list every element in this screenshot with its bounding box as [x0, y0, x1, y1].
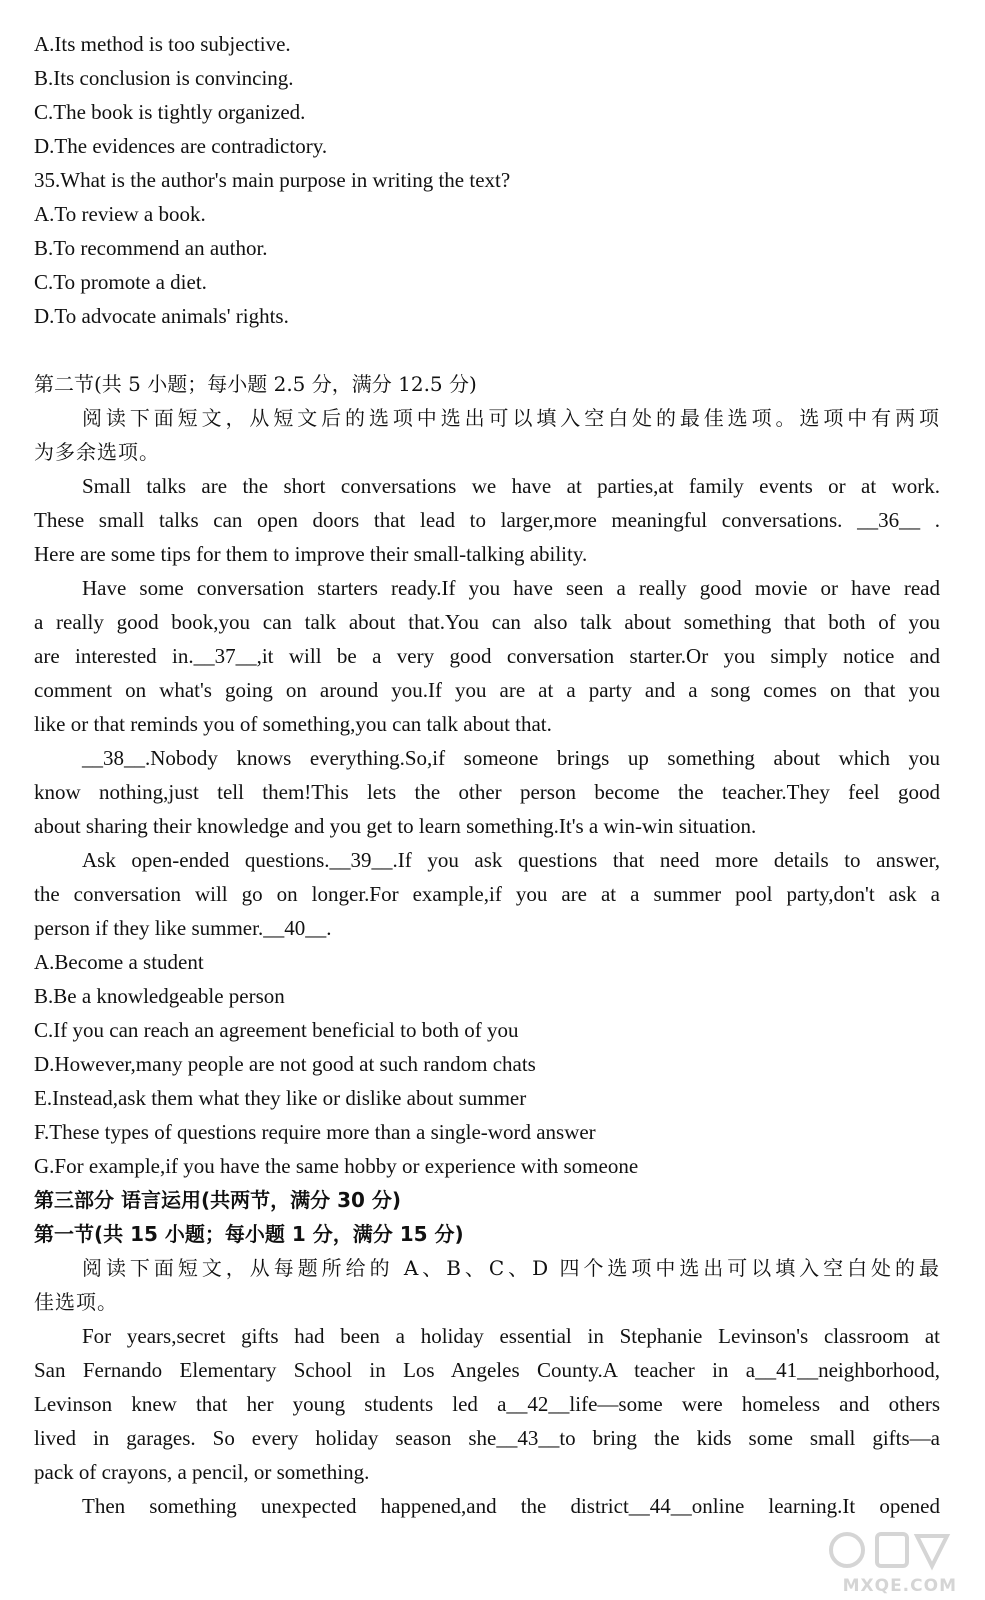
passage-paragraph-1	[34, 469, 940, 571]
section-2-heading: 第二节(共 5 小题；每小题 2.5 分，满分 12.5 分)	[34, 372, 477, 396]
passage-line: are interested in.__37__,it will be a very good conversation starter.Or you simply notice and	[34, 644, 940, 668]
q35-option-b: B.To recommend an author.	[34, 236, 268, 260]
passage-paragraph-2	[34, 571, 940, 741]
q34-option-c: C.The book is tightly organized.	[34, 100, 306, 124]
passage-line: know nothing,just tell them!This lets the other person become the teacher.They feel good	[34, 780, 940, 804]
part-3-instruction-line-1: 阅读下面短文，从每题所给的 A、B、C、D 四个选项中选出可以填入空白处的最	[82, 1256, 940, 1280]
passage-line: lived in garages. So every holiday season she__43__to bring the kids some small gifts—a	[34, 1426, 940, 1450]
q35-option-c: C.To promote a diet.	[34, 270, 207, 294]
part-3	[34, 1183, 940, 1523]
section-2-option-a: A.Become a student	[34, 950, 204, 974]
section-2-instruction-line-1: 阅读下面短文，从短文后的选项中选出可以填入空白处的最佳选项。选项中有两项	[82, 406, 940, 430]
q35-option-a: A.To review a book.	[34, 202, 206, 226]
q35-option-d: D.To advocate animals' rights.	[34, 304, 289, 328]
cloze-paragraph-2	[34, 1489, 940, 1523]
section-2	[34, 367, 940, 1183]
passage-line: person if they like summer.__40__.	[34, 916, 332, 940]
passage-line: Ask open-ended questions.__39__.If you ask questions that need more details to answer,	[82, 848, 940, 872]
passage-line: Have some conversation starters ready.If you have seen a really good movie or have read	[82, 576, 940, 600]
part-3-instruction-line-2: 佳选项。	[34, 1290, 118, 1314]
section-2-option-f: F.These types of questions require more than a single-word answer	[34, 1120, 596, 1144]
section-2-option-d: D.However,many people are not good at such random chats	[34, 1052, 536, 1076]
section-spacer	[34, 333, 940, 367]
passage-line: the conversation will go on longer.For example,if you are at a summer pool party,don't ask a	[34, 882, 940, 906]
passage-line: For years,secret gifts had been a holiday essential in Stephanie Levinson's classroom at	[82, 1324, 940, 1348]
section-2-options	[34, 945, 940, 1183]
exam-page	[34, 27, 940, 1523]
passage-line: Then something unexpected happened,and the district__44__online learning.It opened	[82, 1494, 940, 1518]
part-3-section-1-heading: 第一节(共 15 小题；每小题 1 分，满分 15 分)	[34, 1222, 464, 1246]
passage-paragraph-4	[34, 843, 940, 945]
passage-line: Here are some tips for them to improve their small-talking ability.	[34, 542, 588, 566]
passage-line: These small talks can open doors that lead to larger,more meaningful conversations. __36__ .	[34, 508, 940, 532]
passage-line: about sharing their knowledge and you get to learn something.It's a win-win situation.	[34, 814, 757, 838]
watermark-text: MXQE.COM	[842, 1576, 957, 1596]
section-2-option-b: B.Be a knowledgeable person	[34, 984, 285, 1008]
watermark-icon	[807, 1526, 957, 1576]
passage-line: San Fernando Elementary School in Los Angeles County.A teacher in a__41__neighborhood,	[34, 1358, 940, 1382]
q35-question: 35.What is the author's main purpose in writing the text?	[34, 168, 511, 192]
section-2-option-e: E.Instead,ask them what they like or dislike about summer	[34, 1086, 527, 1110]
watermark-logo	[807, 1526, 957, 1596]
q35	[34, 163, 940, 333]
part-3-heading: 第三部分 语言运用(共两节，满分 30 分)	[34, 1188, 402, 1212]
section-2-instruction-line-2: 为多余选项。	[34, 440, 160, 464]
passage-line: Levinson knew that her young students led a__42__life—some were homeless and others	[34, 1392, 940, 1416]
passage-line: comment on what's going on around you.If you are at a party and a song comes on that you	[34, 678, 940, 702]
q34-option-a: A.Its method is too subjective.	[34, 32, 291, 56]
q34-option-b: B.Its conclusion is convincing.	[34, 66, 294, 90]
passage-line: pack of crayons, a pencil, or something.	[34, 1460, 370, 1484]
passage-line: a really good book,you can talk about that.You can also talk about something that both of you	[34, 610, 940, 634]
q34-option-d: D.The evidences are contradictory.	[34, 134, 328, 158]
passage-line: __38__.Nobody knows everything.So,if someone brings up something about which you	[82, 746, 940, 770]
passage-line: like or that reminds you of something,you can talk about that.	[34, 712, 552, 736]
cloze-paragraph-1	[34, 1319, 940, 1489]
passage-line: Small talks are the short conversations we have at parties,at family events or at work.	[82, 474, 940, 498]
passage-paragraph-3	[34, 741, 940, 843]
section-2-option-g: G.For example,if you have the same hobby or experience with someone	[34, 1154, 639, 1178]
section-2-option-c: C.If you can reach an agreement beneficial to both of you	[34, 1018, 519, 1042]
q34-options	[34, 27, 940, 163]
